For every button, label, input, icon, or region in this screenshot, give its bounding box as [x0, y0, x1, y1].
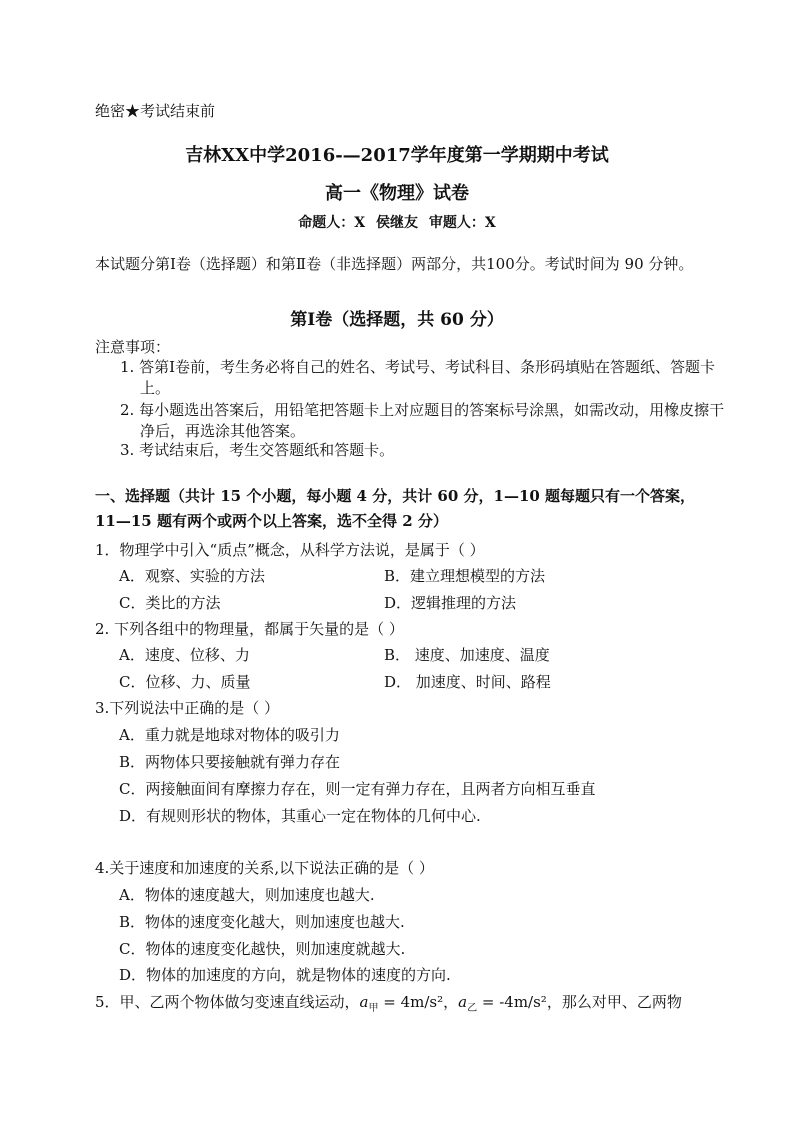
note-item: 2. 每小题选出答案后，用铅笔把答题卡上对应题目的答案标号涂黑，如需改动，用橡皮擦干净后，再选涂其他答案。: [120, 401, 725, 440]
option-b: B．两物体只要接触就有弹力存在: [119, 753, 341, 771]
part-heading: 一、选择题（共计 15 个小题，每小题 4 分，共计 60 分，1—10 题每题只有一个答案，11—15 题有两个或两个以上答案，选不全得 2 分）: [95, 487, 696, 530]
accel-value: = -4m/s²: [477, 993, 547, 1011]
option-c: C．类比的方法: [119, 594, 221, 612]
exam-authors: 命题人：X 侯继友 审题人：X: [298, 215, 496, 231]
question-stem: 2. 下列各组中的物理量，都属于矢量的是（ ）: [95, 620, 404, 638]
notes-heading: 注意事项：: [95, 338, 171, 356]
exam-subtitle: 高一《物理》试卷: [325, 183, 469, 204]
exam-title: 吉林XX中学2016-—2017学年度第一学期期中考试: [185, 145, 609, 166]
note-item: 1. 答第Ⅰ卷前，考生务必将自己的姓名、考试号、考试科目、条形码填贴在答题纸、答题卡上。: [120, 358, 716, 397]
accel-symbol: a: [359, 993, 369, 1011]
question-stem-text: ，那么对甲、乙两物: [546, 993, 682, 1011]
note-item: 3. 考试结束后，考生交答题纸和答题卡。: [120, 441, 395, 459]
option-c: C．位移、力、质量: [119, 673, 251, 691]
option-a: A．物体的速度越大，则加速度也越大.: [119, 886, 375, 904]
separator: ，: [443, 993, 459, 1011]
option-d: D． 加速度、时间、路程: [384, 673, 551, 691]
confidential-label: 绝密★考试结束前: [95, 102, 216, 120]
option-d: D．物体的加速度的方向，就是物体的速度的方向.: [119, 966, 451, 984]
option-a: A．速度、位移、力: [119, 646, 250, 664]
accel-subscript: 甲: [368, 1003, 379, 1014]
accel-symbol: a: [458, 993, 468, 1011]
exam-intro: 本试题分第Ⅰ卷（选择题）和第Ⅱ卷（非选择题）两部分，共100分。考试时间为 90 分钟。: [95, 255, 694, 273]
option-d: D．逻辑推理的方法: [384, 594, 517, 612]
question-stem: 1．物理学中引入“质点”概念，从科学方法说，是属于（ ）: [95, 541, 485, 559]
question-stem: 3.下列说法中正确的是（ ）: [95, 699, 280, 717]
option-d: D．有规则形状的物体，其重心一定在物体的几何中心.: [119, 807, 481, 825]
option-a: A．重力就是地球对物体的吸引力: [119, 726, 340, 744]
accel-value: = 4m/s²: [378, 993, 444, 1011]
section-title: 第Ⅰ卷（选择题，共 60 分）: [290, 310, 504, 330]
question-stem-text: 5．甲、乙两个物体做匀变速直线运动，: [95, 993, 360, 1011]
option-b: B． 速度、加速度、温度: [384, 646, 550, 664]
option-a: A．观察、实验的方法: [119, 567, 265, 585]
accel-subscript: 乙: [467, 1003, 478, 1014]
option-c: C．两接触面间有摩擦力存在，则一定有弹力存在，且两者方向相互垂直: [119, 780, 596, 798]
option-b: B．建立理想模型的方法: [384, 567, 546, 585]
question-stem: [95, 991, 682, 1014]
question-stem: 4.关于速度和加速度的关系,以下说法正确的是（ ）: [95, 859, 434, 877]
option-b: B．物体的速度变化越大，则加速度也越大.: [119, 913, 405, 931]
option-c: C．物体的速度变化越快，则加速度就越大.: [119, 940, 406, 958]
